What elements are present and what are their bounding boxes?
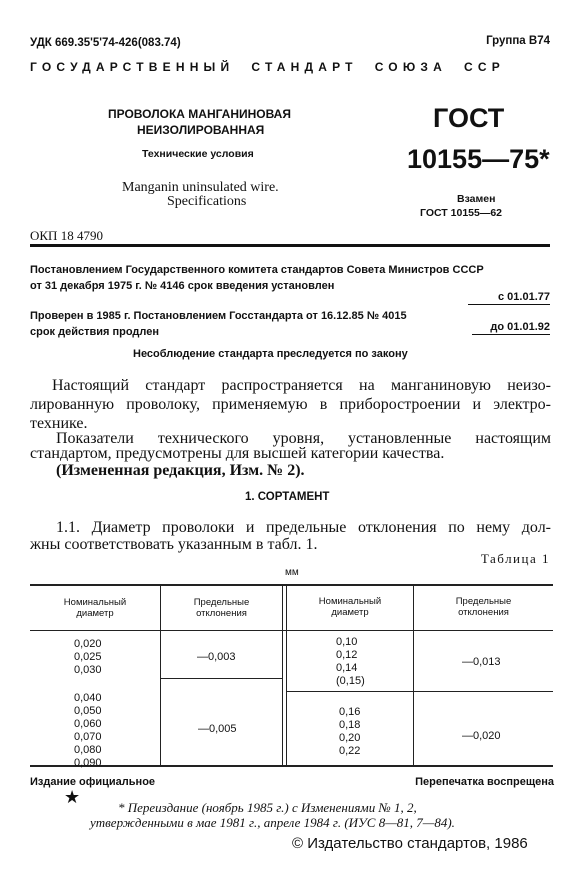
title-en-line2: Specifications xyxy=(167,194,247,209)
table-header-tolerance-1: Предельные отклонения xyxy=(193,597,250,619)
state-standard-banner: ГОСУДАРСТВЕННЫЙ СТАНДАРТ СОЮЗА ССР xyxy=(30,60,505,74)
table-cell: 0,025 xyxy=(74,651,102,663)
table-cell: 0,16 xyxy=(339,706,361,718)
replaces-label: Взамен xyxy=(457,193,496,205)
paragraph-3-line2: жны соответствовать указанным в табл. 1. xyxy=(30,536,318,553)
title-ru-line1: ПРОВОЛОКА МАНГАНИНОВАЯ xyxy=(108,107,291,121)
header-divider xyxy=(30,244,550,247)
paragraph-2-line1: Показатели технического уровня, установленные настоящим xyxy=(56,430,551,447)
paragraph-3-line1: 1.1. Диаметр проволоки и предельные отклонения по нему дол- xyxy=(56,519,551,536)
paragraph-1-line3: технике. xyxy=(30,415,88,432)
paragraph-2-line2: стандартом, предусмотрены для высшей категории качества. xyxy=(30,445,445,462)
table-cell: 0,12 xyxy=(336,649,358,661)
table-header-nominal-diameter-2: Номинальный диаметр xyxy=(318,596,382,618)
title-ru-line2: НЕИЗОЛИРОВАННАЯ xyxy=(137,123,265,137)
table-left-group-divider xyxy=(160,678,282,679)
replaced-standard: ГОСТ 10155—62 xyxy=(420,207,503,219)
decree-line2: от 31 декабря 1975 г. № 4146 срок введения установлен xyxy=(30,280,335,292)
gost-label: ГОСТ xyxy=(433,103,505,133)
table-header-nominal-diameter-1: Номинальный диаметр xyxy=(63,597,127,619)
amendment-note: (Измененная редакция, Изм. № 2). xyxy=(56,462,305,479)
table-cell: 0,18 xyxy=(339,719,361,731)
paragraph-1-line1: Настоящий стандарт распространяется на манганиновую неизо- xyxy=(52,377,551,394)
table-cell: 0,040 xyxy=(74,692,102,704)
table-cell: 0,22 xyxy=(339,745,361,757)
table-col-divider-2a xyxy=(282,586,283,765)
effective-date: с 01.01.77 xyxy=(468,291,550,305)
diameter-group-1 xyxy=(74,638,102,677)
table-cell: 0,10 xyxy=(336,636,358,648)
table-cell: 0,080 xyxy=(74,744,102,756)
tolerance-group-4: —0,020 xyxy=(462,730,501,742)
table-cell: 0,030 xyxy=(74,664,102,676)
tolerance-group-1: —0,003 xyxy=(197,651,236,663)
reissue-line1: * Переиздание (ноябрь 1985 г.) с Изменениями № 1, 2, xyxy=(118,800,417,815)
table-header-border xyxy=(30,630,553,631)
table-cell: 0,14 xyxy=(336,662,358,674)
unit-label: мм xyxy=(285,567,299,578)
table-right-group-divider xyxy=(286,691,553,692)
title-ru-subtitle: Технические условия xyxy=(142,148,254,160)
udk-code: УДК 669.35'5'74-426(083.74) xyxy=(30,37,181,49)
official-edition: Издание официальное xyxy=(30,776,156,788)
paragraph-1-line2: лированную проволоку, применяемую в приборостроении и электро- xyxy=(30,396,551,413)
star-icon: ★ xyxy=(64,787,81,807)
gost-number: 10155—75* xyxy=(407,144,550,174)
diameter-group-4 xyxy=(339,706,360,758)
legal-warning: Несоблюдение стандарта преследуется по закону xyxy=(133,348,408,360)
table-label: Таблица 1 xyxy=(480,551,550,566)
tolerance-group-3: —0,013 xyxy=(462,656,501,668)
table-cell: 0,020 xyxy=(74,638,102,650)
table-cell: 0,050 xyxy=(74,705,102,717)
table-cell: 0,060 xyxy=(74,718,102,730)
extension-date: до 01.01.92 xyxy=(472,321,550,335)
diameter-group-3 xyxy=(336,636,365,688)
decree-line1: Постановлением Государственного комитета стандартов Совета Министров СССР xyxy=(30,264,484,276)
revision-line1: Проверен в 1985 г. Постановлением Госстандарта от 16.12.85 № 4015 xyxy=(30,310,407,322)
okp-code: ОКП 18 4790 xyxy=(30,228,103,243)
revision-line2: срок действия продлен xyxy=(30,326,160,338)
table-bottom-border xyxy=(30,765,553,767)
table-cell: (0,15) xyxy=(336,675,365,687)
diameter-group-2 xyxy=(74,692,102,770)
reprint-prohibited: Перепечатка воспрещена xyxy=(415,776,554,788)
table-header-tolerance-2: Предельные отклонения xyxy=(455,596,512,618)
reissue-line2: утвержденными в мае 1981 г., апреле 1984 г. (ИУС 8—81, 7—84). xyxy=(90,815,455,830)
table-cell: 0,090 xyxy=(74,757,102,769)
section-heading: 1. СОРТАМЕНТ xyxy=(245,491,330,503)
group-code: Группа В74 xyxy=(486,35,550,47)
table-top-border xyxy=(30,584,553,586)
tolerance-group-2: —0,005 xyxy=(198,723,237,735)
table-cell: 0,070 xyxy=(74,731,102,743)
copyright: © Издательство стандартов, 1986 xyxy=(292,835,528,852)
title-en-line1: Manganin uninsulated wire. xyxy=(122,180,279,195)
table-cell: 0,20 xyxy=(339,732,361,744)
